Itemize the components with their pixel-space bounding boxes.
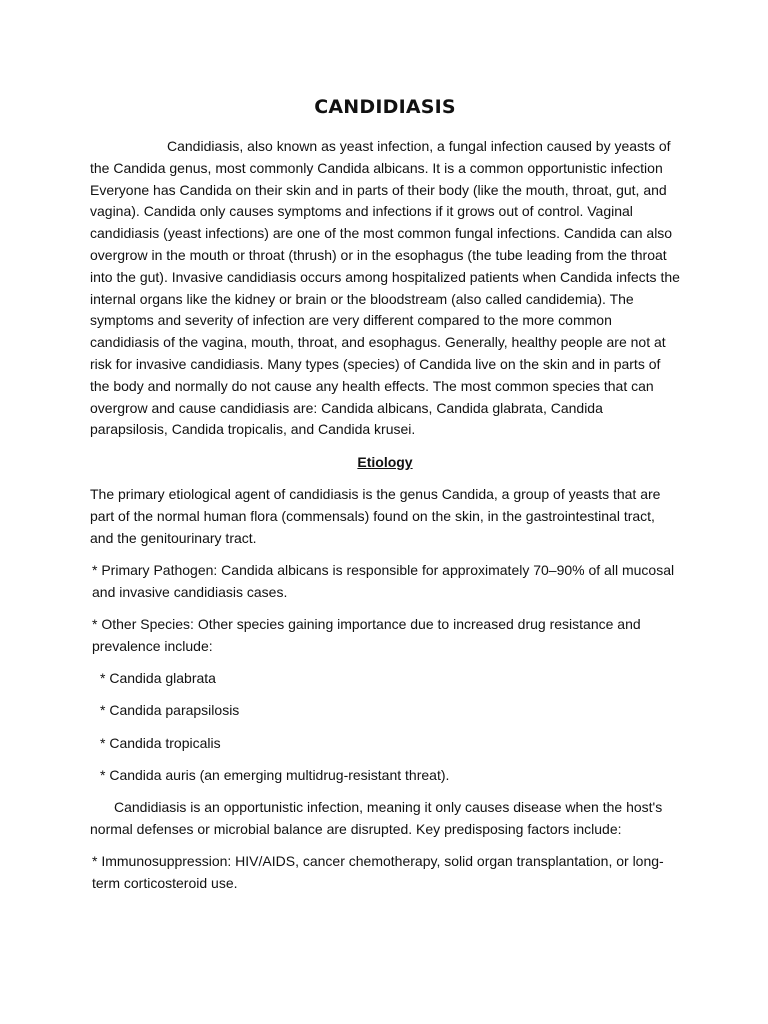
species-item: * Candida tropicalis: [100, 734, 221, 751]
document-title: CANDIDIASIS: [314, 96, 456, 118]
species-item: * Candida glabrata: [100, 670, 216, 687]
species-item: * Candida auris (an emerging multidrug-resistant threat).: [100, 766, 450, 783]
bullet-primary-pathogen: * Primary Pathogen: Candida albicans is responsible for approximately 70–90% of all mucosal and invasive candidiasis cases.: [92, 561, 675, 600]
species-item: * Candida parapsilosis: [100, 702, 240, 719]
etiology-paragraph: The primary etiological agent of candidiasis is the genus Candida, a group of yeasts that are part of the normal human flora (commensals) found on the skin, in the gastrointestinal tract, and the genitourinary tract.: [90, 485, 661, 546]
bullet-immunosuppression: * Immunosuppression: HIV/AIDS, cancer chemotherapy, solid organ transplantation, or long-term corticosteroid use.: [92, 853, 664, 892]
intro-paragraph: Candidiasis, also known as yeast infection, a fungal infection caused by yeasts of the Candida genus, most commonly Candida albicans. It is a common opportunistic infection Everyone has Candida on their skin and in parts of their body (like the mouth, throat, gut, and vagina). Candida only causes symptoms and infections if it grows out of control. Vaginal candidiasis (yeast infections) are one of the most common fungal infections. Candida can also overgrow in the mouth or throat (thrush) or in the esophagus (the tube leading from the throat into the gut). Invasive candidiasis occurs among hospitalized patients when Candida infects the internal organs like the kidney or brain or the bloodstream (also called candidemia). The symptoms and severity of infection are very different compared to the more common candidiasis of the vagina, mouth, throat, and esophagus. Generally, healthy people are not at risk for invasive candidiasis. Many types (species) of Candida live on the skin and in parts of the body and normally do not cause any health effects. The most common species that can overgrow and cause candidiasis are: Candida albicans, Candida glabrata, Candida parapsilosis, Candida tropicalis, and Candida krusei.: [90, 138, 680, 438]
bullet-other-species: * Other Species: Other species gaining importance due to increased drug resistance and prevalence include:: [92, 615, 641, 654]
etiology-heading: Etiology: [357, 453, 413, 470]
document-page: [90, 96, 680, 905]
opportunistic-paragraph: Candidiasis is an opportunistic infection, meaning it only causes disease when the host's normal defenses or microbial balance are disrupted. Key predisposing factors include:: [90, 799, 663, 838]
